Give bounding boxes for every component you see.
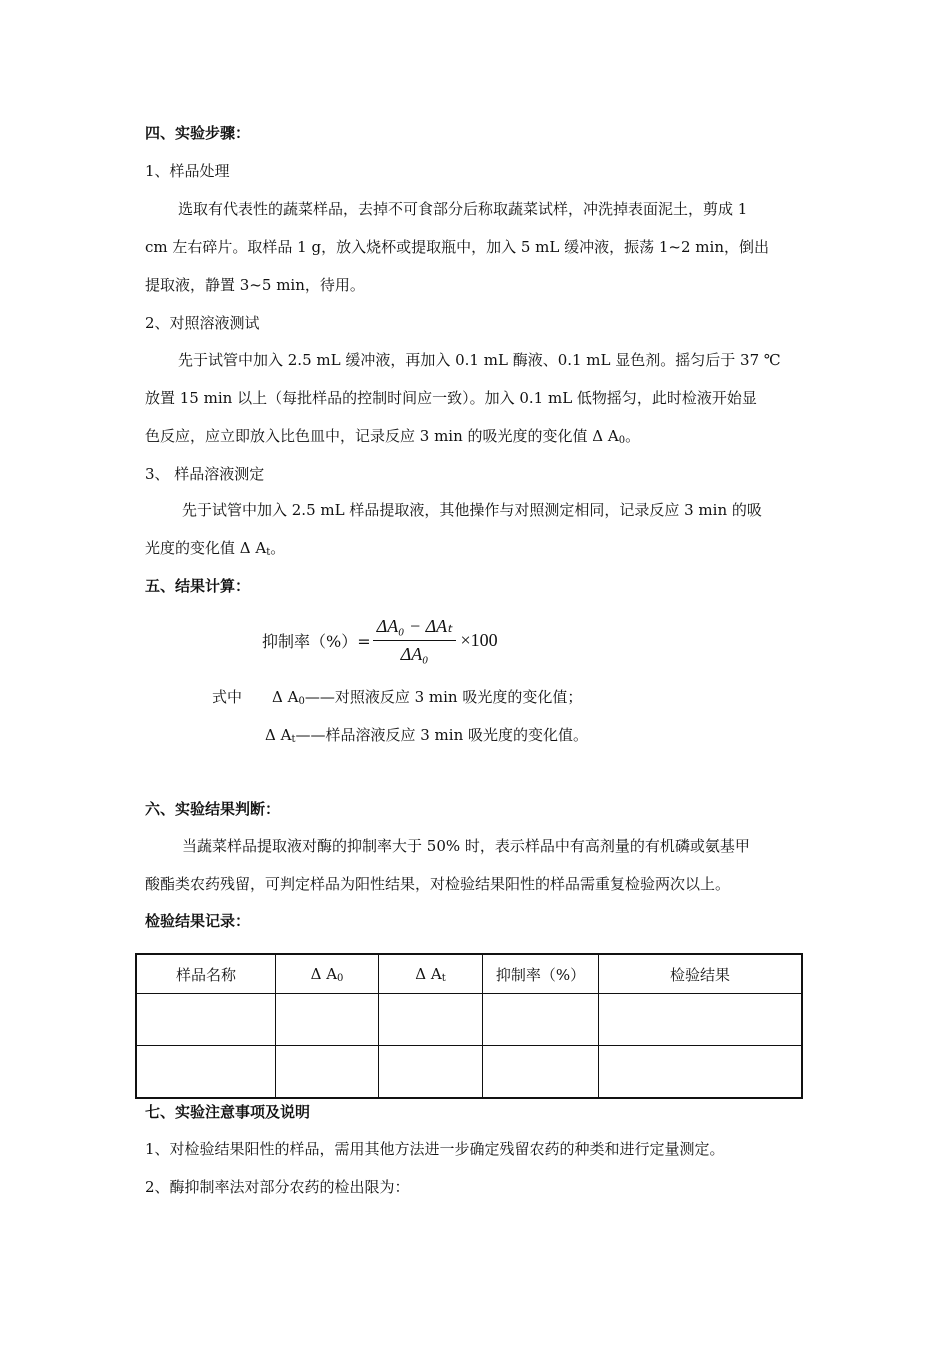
symbol: Δ A bbox=[272, 688, 299, 706]
subscript: 0 bbox=[337, 972, 344, 984]
result-record-table bbox=[135, 953, 803, 1099]
step-2-paragraph-line-3 bbox=[145, 426, 640, 451]
subscript: 0 bbox=[298, 696, 305, 707]
table-row bbox=[136, 1046, 802, 1099]
table-cell[interactable] bbox=[136, 994, 276, 1046]
section-4-heading: 四、实验步骤： bbox=[145, 124, 251, 142]
table-cell[interactable] bbox=[379, 994, 483, 1046]
table-cell[interactable] bbox=[379, 1046, 483, 1099]
table-cell[interactable] bbox=[599, 994, 803, 1046]
subscript: t bbox=[441, 972, 446, 984]
definition: ——对照液反应 3 min 吸光度的变化值； bbox=[304, 688, 583, 706]
step-2-paragraph-line-1: 先于试管中加入 2.5 mL 缓冲液，再加入 0.1 mL 酶液、0.1 mL 显色剂。摇匀后于 37 ℃ bbox=[178, 351, 781, 369]
section-7-heading: 七、实验注意事项及说明 bbox=[145, 1103, 311, 1121]
formula-multiplier: ×100 bbox=[460, 630, 498, 650]
table-cell[interactable] bbox=[483, 1046, 599, 1099]
symbol: Δ A bbox=[265, 726, 292, 744]
step-3-paragraph-line-2 bbox=[145, 538, 285, 563]
table-cell[interactable] bbox=[136, 1046, 276, 1099]
text: 色反应，应立即放入比色皿中，记录反应 3 min 的吸光度的变化值 Δ A bbox=[145, 427, 619, 445]
step-3-title: 3、 样品溶液测定 bbox=[145, 465, 265, 483]
formula-numerator: ΔA₀ − ΔAₜ bbox=[376, 616, 453, 636]
table-cell[interactable] bbox=[599, 1046, 803, 1099]
note-line-2: 2、酶抑制率法对部分农药的检出限为： bbox=[145, 1178, 410, 1196]
header-delta-a0 bbox=[276, 954, 379, 994]
subscript: t bbox=[291, 734, 296, 745]
symbol: Δ A bbox=[310, 964, 338, 983]
formula-denominator: ΔA₀ bbox=[400, 644, 429, 664]
note-line-1: 1、对检验结果阳性的样品，需用其他方法进一步确定残留农药的种类和进行定量测定。 bbox=[145, 1140, 725, 1158]
subscript: 0 bbox=[618, 435, 626, 446]
text-end: 。 bbox=[625, 427, 641, 445]
step-1-paragraph-line-1 bbox=[178, 199, 810, 219]
inhibition-rate-formula bbox=[262, 616, 498, 665]
fraction-bar bbox=[373, 640, 457, 641]
formula-fraction bbox=[373, 616, 457, 665]
subscript: t bbox=[266, 547, 271, 558]
formula-label: 抑制率（%）= bbox=[262, 632, 371, 651]
step-1-paragraph-line-2 bbox=[145, 237, 810, 257]
table-row bbox=[136, 994, 802, 1046]
header-inhibition-rate: 抑制率（%） bbox=[483, 954, 599, 994]
table-cell[interactable] bbox=[276, 1046, 379, 1099]
text: 光度的变化值 Δ A bbox=[145, 539, 267, 557]
where-label: 式中 bbox=[212, 688, 243, 706]
table-cell[interactable] bbox=[276, 994, 379, 1046]
step-3-paragraph-line-1: 先于试管中加入 2.5 mL 样品提取液，其他操作与对照测定相同，记录反应 3 min 的吸 bbox=[182, 501, 762, 519]
record-heading: 检验结果记录： bbox=[145, 912, 251, 930]
header-sample-name: 样品名称 bbox=[136, 954, 276, 994]
table-cell[interactable] bbox=[483, 994, 599, 1046]
text: cm 左右碎片。取样品 1 g，放入烧杯或提取瓶中，加入 5 mL 缓冲液，振荡 1~2 min，倒出 bbox=[145, 238, 769, 256]
step-2-paragraph-line-2: 放置 15 min 以上（每批样品的控制时间应一致）。加入 0.1 mL 低物摇匀，此时检液开始显 bbox=[145, 389, 757, 407]
where-definition-2 bbox=[265, 725, 588, 750]
symbol: Δ A bbox=[415, 964, 442, 983]
judgement-line-1: 当蔬菜样品提取液对酶的抑制率大于 50% 时，表示样品中有高剂量的有机磷或氨基甲 bbox=[182, 837, 750, 855]
section-6-heading: 六、实验结果判断： bbox=[145, 800, 281, 818]
text-end: 。 bbox=[270, 539, 286, 557]
step-2-title: 2、对照溶液测试 bbox=[145, 314, 260, 332]
step-1-title: 1、样品处理 bbox=[145, 162, 230, 180]
header-test-result: 检验结果 bbox=[599, 954, 803, 994]
judgement-line-2: 酸酯类农药残留，可判定样品为阳性结果，对检验结果阳性的样品需重复检验两次以上。 bbox=[145, 875, 731, 893]
step-1-paragraph-line-3: 提取液，静置 3~5 min，待用。 bbox=[145, 276, 365, 294]
header-delta-at bbox=[379, 954, 483, 994]
text: 选取有代表性的蔬菜样品，去掉不可食部分后称取蔬菜试样，冲洗掉表面泥土，剪成 1 bbox=[178, 200, 748, 218]
table-header-row bbox=[136, 954, 802, 994]
section-5-heading: 五、结果计算： bbox=[145, 577, 251, 595]
where-definition-1 bbox=[272, 687, 582, 712]
definition: ——样品溶液反应 3 min 吸光度的变化值。 bbox=[295, 726, 588, 744]
